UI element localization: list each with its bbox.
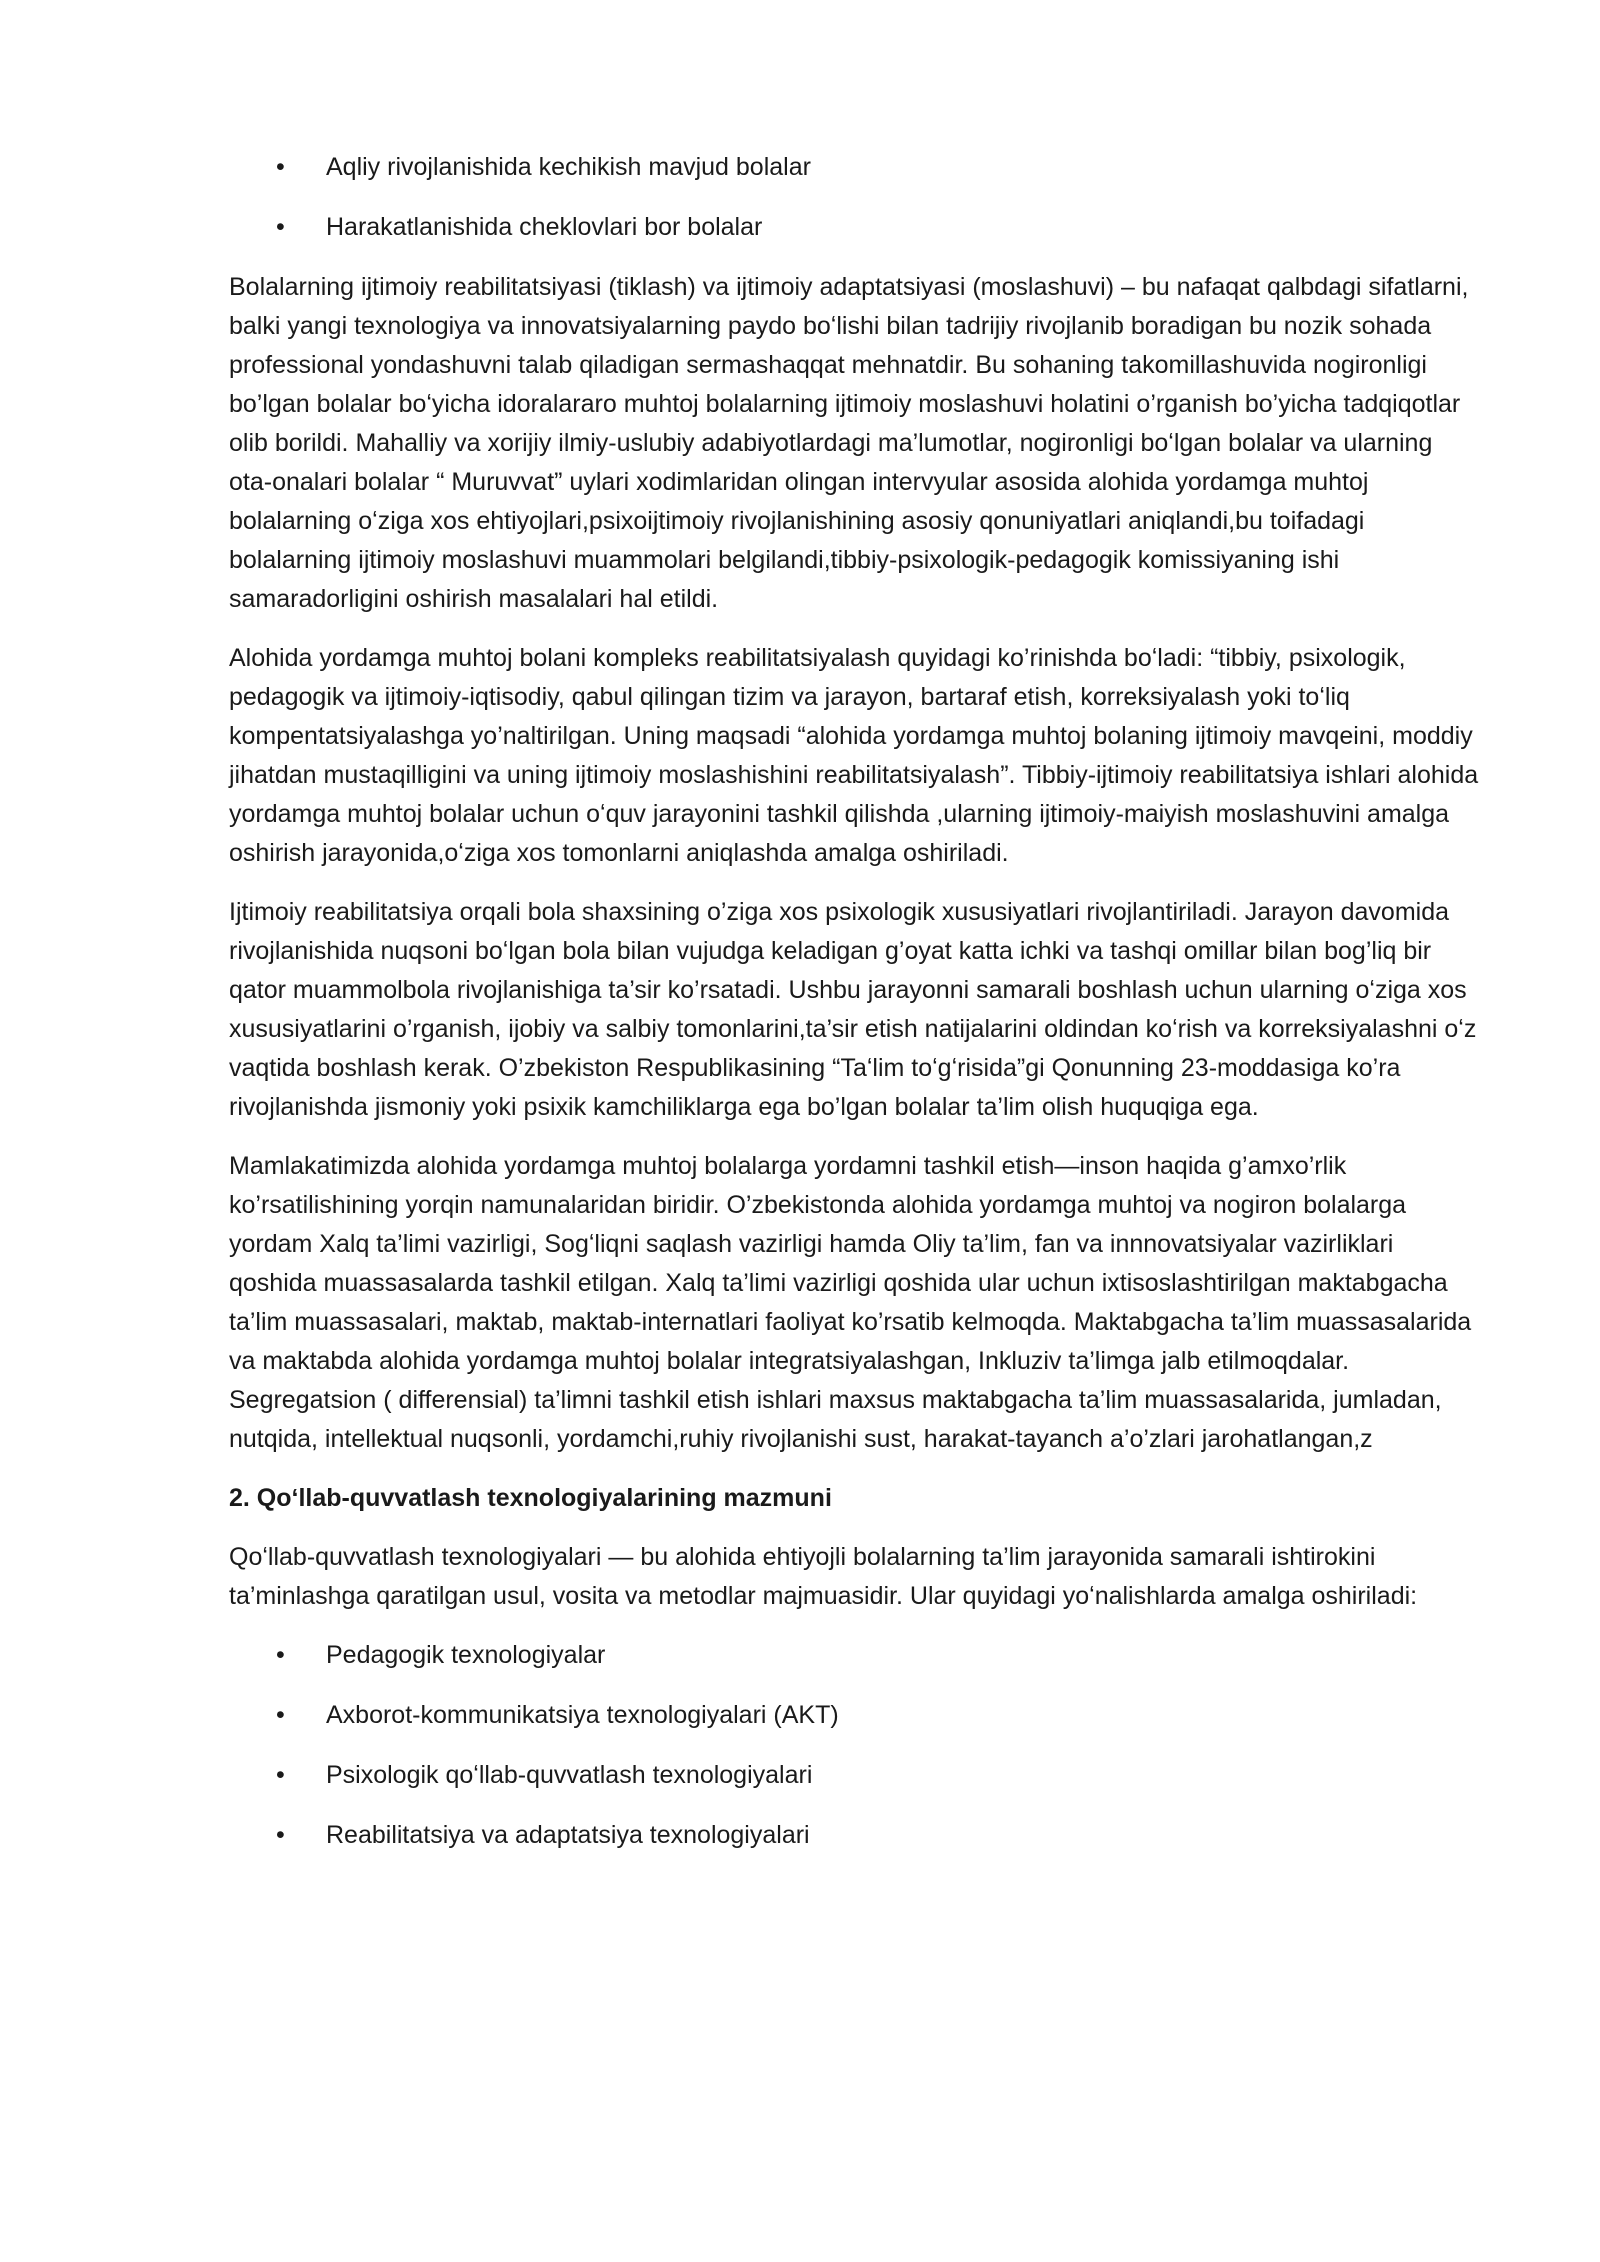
document-page [229, 148, 1481, 1876]
list-item-text: Aqliy rivojlanishida kechikish mavjud bolalar [326, 153, 811, 181]
list-item-text: Psixologik qoʻllab-quvvatlash texnologiyalari [326, 1761, 813, 1789]
bullet-icon: • [276, 1761, 285, 1789]
list-item [229, 1696, 1481, 1735]
bullet-icon: • [276, 1821, 285, 1849]
list-item-text: Reabilitatsiya va adaptatsiya texnologiyalari [326, 1821, 810, 1849]
list-item-text: Axborot-kommunikatsiya texnologiyalari (AKT) [326, 1701, 839, 1729]
section-heading: 2. Qoʻllab-quvvatlash texnologiyalarining mazmuni [229, 1484, 832, 1512]
list-item [229, 148, 1481, 187]
list-item [229, 1756, 1481, 1795]
bullet-icon: • [276, 1701, 285, 1729]
bullet-icon: • [276, 1641, 285, 1669]
list-item-text: Harakatlanishida cheklovlari bor bolalar [326, 213, 763, 241]
paragraph-complex-rehabilitation: Alohida yordamga muhtoj bolani kompleks reabilitatsiyalash quyidagi ko’rinishda boʻladi: “tibbiy, psixologik, pedagogik va ijtimoiy-iqtisodiy, qabul qilingan tizim va jarayon, bartaraf etish, korreksiyalash yoki toʻliq kompentatsiyalashga yo’naltirilgan. Uning maqsadi “alohida yordamga muhtoj bolaning ijtimoiy mavqeini, moddiy jihatdan mustaqilligini va uning ijtimoiy moslashishini reabilitatsiyalash”. Tibbiy-ijtimoiy reabilitatsiya ishlari alohida yordamga muhtoj bolalar uchun oʻquv jarayonini tashkil qilishda ,ularning ijtimoiy-maiyish moslashuvini amalga oshirish jarayonida,oʻziga xos tomonlarni aniqlashda amalga oshiriladi. [229, 644, 1479, 867]
list-item [229, 1636, 1481, 1675]
list-item [229, 1816, 1481, 1855]
bullet-icon: • [276, 213, 285, 241]
paragraph-support-technologies: Qoʻllab-quvvatlash texnologiyalari — bu alohida ehtiyojli bolalarning ta’lim jarayonida samarali ishtirokini ta’minlashga qaratilgan usul, vosita va metodlar majmuasidir. Ular quyidagi yoʻnalishlarda amalga oshiriladi: [229, 1543, 1418, 1610]
list-item-text: Pedagogik texnologiyalar [326, 1641, 606, 1669]
paragraph-rehabilitation-intro: Bolalarning ijtimoiy reabilitatsiyasi (tiklash) va ijtimoiy adaptatsiyasi (moslashuvi) – bu nafaqat qalbdagi sifatlarni, balki yangi texnologiya va innovatsiyalarning paydo boʻlishi bilan tadrijiy rivojlanib boradigan bu nozik sohada professional yondashuvni talab qiladigan sermashaqqat mehnatdir. Bu sohaning takomillashuvida nogironligi bo’lgan bolalar boʻyicha idoralararo muhtoj bolalarning ijtimoiy moslashuvi holatini o’rganish bo’yicha tadqiqotlar olib borildi. Mahalliy va xorijiy ilmiy-uslubiy adabiyotlardagi ma’lumotlar, nogironligi boʻlgan bolalar va ularning ota-onalari bolalar “ Muruvvat” uylari xodimlaridan olingan intervyular asosida alohida yordamga muhtoj bolalarning oʻziga xos ehtiyojlari,psixoijtimoiy rivojlanishining asosiy qonuniyatlari aniqlandi,bu toifadagi bolalarning ijtimoiy moslashuvi muammolari belgilandi,tibbiy-psixologik-pedagogik komissiyaning ishi samaradorligini oshirish masalalari hal etildi. [229, 273, 1469, 613]
bullet-icon: • [276, 153, 285, 181]
bullet-list-top [229, 148, 1481, 247]
list-item [229, 208, 1481, 247]
paragraph-social-rehabilitation: Ijtimoiy reabilitatsiya orqali bola shaxsining o’ziga xos psixologik xususiyatlari rivojlantiriladi. Jarayon davomida rivojlanishida nuqsoni boʻlgan bola bilan vujudga keladigan g’oyat katta ichki va tashqi omillar bilan bog’liq bir qator muammolbola rivojlanishiga ta’sir ko’rsatadi. Ushbu jarayonni samarali boshlash uchun ularning oʻziga xos xususiyatlarini o’rganish, ijobiy va salbiy tomonlarini,ta’sir etish natijalarini oldindan koʻrish va korreksiyalashni oʻz vaqtida boshlash kerak. O’zbekiston Respublikasining “Taʻlim toʻgʻrisida”gi Qonunning 23-moddasiga ko’ra rivojlanishda jismoniy yoki psixik kamchiliklarga ega bo’lgan bolalar ta’lim olish huquqiga ega. [229, 898, 1477, 1121]
paragraph-national-support: Mamlakatimizda alohida yordamga muhtoj bolalarga yordamni tashkil etish—inson haqida g’amxo’rlik ko’rsatilishining yorqin namunalaridan biridir. O’zbekistonda alohida yordamga muhtoj va nogiron bolalarga yordam Xalq ta’limi vazirligi, Sogʻliqni saqlash vazirligi hamda Oliy ta’lim, fan va innnovatsiyalar vazirliklari qoshida muassasalarda tashkil etilgan. Xalq ta’limi vazirligi qoshida ular uchun ixtisoslashtirilgan maktabgacha ta’lim muassasalari, maktab, maktab-internatlari faoliyat ko’rsatib kelmoqda. Maktabgacha ta’lim muassasalarida va maktabda alohida yordamga muhtoj bolalar integratsiyalashgan, Inkluziv ta’limga jalb etilmoqdalar. Segregatsion ( differensial) ta’limni tashkil etish ishlari maxsus maktabgacha ta’lim muassasalarida, jumladan, nutqida, intellektual nuqsonli, yordamchi,ruhiy rivojlanishi sust, harakat-tayanch a’o’zlari jarohatlangan,z [229, 1152, 1472, 1453]
bullet-list-bottom [229, 1636, 1481, 1855]
